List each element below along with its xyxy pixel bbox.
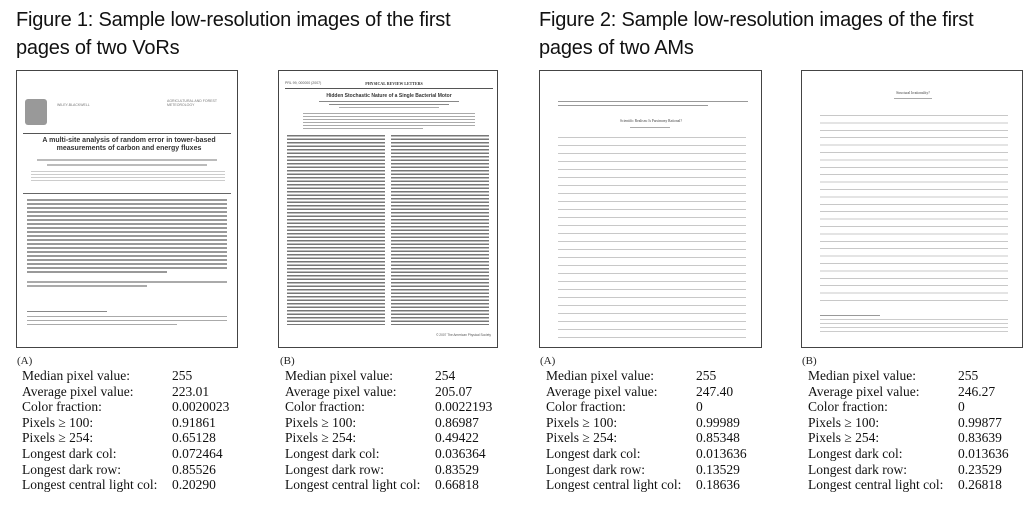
- metric-label: Longest dark row:: [285, 461, 384, 477]
- metric-value: 223.01: [172, 383, 210, 399]
- metric-row: [285, 446, 492, 462]
- metric-row: [808, 415, 1009, 431]
- metric-label: Pixels ≥ 100:: [808, 414, 880, 430]
- metric-label: Average pixel value:: [808, 383, 920, 399]
- metric-row: [546, 462, 747, 478]
- metric-row: [285, 430, 492, 446]
- metric-value: 0.65128: [172, 430, 216, 446]
- metric-value: 0.23529: [958, 461, 1002, 477]
- metric-row: [546, 415, 747, 431]
- metric-label: Median pixel value:: [546, 368, 654, 383]
- journal-header-left: PRL 99, 000000 (2007): [285, 81, 322, 85]
- metric-row: [808, 430, 1009, 446]
- metric-label: Median pixel value:: [808, 368, 916, 383]
- metric-row: [22, 462, 229, 478]
- metric-label: Average pixel value:: [22, 383, 134, 399]
- figure-1-panel-a-label: (A): [17, 355, 33, 367]
- metric-row: [808, 384, 1009, 400]
- figure-2-panel-a-page-image: [539, 70, 762, 348]
- figure-1-panel-b-metrics: [285, 368, 492, 493]
- metric-row: [285, 477, 492, 493]
- metric-label: Color fraction:: [22, 399, 102, 415]
- metric-value: 0.85348: [696, 430, 740, 446]
- metric-label: Longest dark col:: [546, 445, 641, 461]
- metric-value: 255: [172, 368, 193, 383]
- metric-label: Longest central light col:: [546, 477, 682, 493]
- metric-label: Longest dark row:: [808, 461, 907, 477]
- metric-row: [808, 446, 1009, 462]
- metric-label: Longest central light col:: [285, 477, 421, 493]
- metric-value: 0.99877: [958, 414, 1002, 430]
- metric-value: 0.91861: [172, 414, 216, 430]
- figure-1-panel-b-label: (B): [280, 355, 295, 367]
- metric-row: [808, 399, 1009, 415]
- metric-row: [546, 477, 747, 493]
- metric-value: 0: [958, 399, 965, 415]
- metric-row: [808, 368, 1009, 384]
- metric-label: Color fraction:: [285, 399, 365, 415]
- metric-row: [285, 462, 492, 478]
- metric-row: [546, 384, 747, 400]
- metric-label: Longest dark col:: [22, 445, 117, 461]
- metric-row: [22, 415, 229, 431]
- metric-value: 0.20290: [172, 477, 216, 493]
- metric-value: 255: [696, 368, 717, 383]
- metric-label: Pixels ≥ 100:: [285, 414, 357, 430]
- metric-value: 246.27: [958, 383, 996, 399]
- metric-value: 0.013636: [696, 445, 747, 461]
- figure-2-panel-a-metrics: [546, 368, 747, 493]
- metric-value: 205.07: [435, 383, 473, 399]
- metric-row: [546, 368, 747, 384]
- metric-value: 0.66818: [435, 477, 479, 493]
- metric-label: Longest central light col:: [808, 477, 944, 493]
- metric-value: 0.83529: [435, 461, 479, 477]
- figure-2-title: Figure 2: Sample low-resolution images of the first pages of two AMs: [539, 9, 974, 59]
- journal-header-left: WILEY-BLACKWELL: [57, 103, 90, 107]
- metric-label: Color fraction:: [808, 399, 888, 415]
- metric-label: Pixels ≥ 254:: [285, 430, 357, 446]
- metric-value: 0.0022193: [435, 399, 493, 415]
- page-paper-title: Hidden Stochastic Nature of a Single Bacterial Motor: [326, 93, 452, 99]
- page-paper-title: Structural Irrationality?: [896, 91, 930, 95]
- figure-2-panel-b-page-image: [801, 70, 1023, 348]
- metric-label: Longest central light col:: [22, 477, 158, 493]
- page-paper-title: Scientific Realism: Is Parsimony Rational?: [620, 119, 682, 123]
- journal-header-right: AGRICULTURAL AND FOREST METEOROLOGY: [167, 99, 217, 107]
- metric-label: Median pixel value:: [285, 368, 393, 383]
- journal-header-center: PHYSICAL REVIEW LETTERS: [365, 81, 423, 86]
- metric-label: Longest dark col:: [808, 445, 903, 461]
- metric-value: 0.86987: [435, 414, 479, 430]
- metric-row: [808, 462, 1009, 478]
- metric-value: 254: [435, 368, 456, 383]
- metric-value: 0.0020023: [172, 399, 230, 415]
- metric-label: Median pixel value:: [22, 368, 130, 383]
- figure-2-panel-a-label: (A): [540, 355, 556, 367]
- metric-label: Pixels ≥ 100:: [546, 414, 618, 430]
- metric-label: Pixels ≥ 100:: [22, 414, 94, 430]
- metric-row: [22, 446, 229, 462]
- metric-value: 0.18636: [696, 477, 740, 493]
- metric-value: 0.83639: [958, 430, 1002, 446]
- metric-value: 0.26818: [958, 477, 1002, 493]
- metric-value: 255: [958, 368, 979, 383]
- metric-row: [808, 477, 1009, 493]
- metric-label: Average pixel value:: [285, 383, 397, 399]
- metric-value: 0.13529: [696, 461, 740, 477]
- metric-row: [285, 368, 492, 384]
- metric-value: 247.40: [696, 383, 734, 399]
- metric-value: 0.99989: [696, 414, 740, 430]
- publisher-logo-icon: [25, 99, 47, 125]
- metric-label: Longest dark col:: [285, 445, 380, 461]
- metric-label: Pixels ≥ 254:: [546, 430, 618, 446]
- metric-label: Color fraction:: [546, 399, 626, 415]
- metric-row: [22, 368, 229, 384]
- metric-row: [22, 477, 229, 493]
- metric-value: 0.49422: [435, 430, 479, 446]
- metric-row: [546, 399, 747, 415]
- metric-row: [22, 399, 229, 415]
- page-paper-title: A multi-site analysis of random error in tower-based measurements of carbon and energy fluxes: [42, 137, 216, 152]
- metric-value: 0.013636: [958, 445, 1009, 461]
- copyright-footer: © 2007 The American Physical Society: [436, 333, 491, 337]
- metric-label: Pixels ≥ 254:: [808, 430, 880, 446]
- figure-1-panel-a-metrics: [22, 368, 229, 493]
- figure-2-panel-b-metrics: [808, 368, 1009, 493]
- metric-row: [285, 384, 492, 400]
- metric-label: Average pixel value:: [546, 383, 658, 399]
- metric-label: Pixels ≥ 254:: [22, 430, 94, 446]
- metric-value: 0.85526: [172, 461, 216, 477]
- metric-label: Longest dark row:: [22, 461, 121, 477]
- figure-1-title: Figure 1: Sample low-resolution images of the first pages of two VoRs: [16, 9, 451, 59]
- metric-value: 0.072464: [172, 445, 223, 461]
- metric-row: [285, 415, 492, 431]
- figure-2-panel-b-label: (B): [802, 355, 817, 367]
- metric-label: Longest dark row:: [546, 461, 645, 477]
- metric-row: [22, 384, 229, 400]
- metric-row: [546, 446, 747, 462]
- metric-value: 0: [696, 399, 703, 415]
- metric-value: 0.036364: [435, 445, 486, 461]
- figure-1-panel-a-page-image: [16, 70, 238, 348]
- metric-row: [546, 430, 747, 446]
- metric-row: [22, 430, 229, 446]
- metric-row: [285, 399, 492, 415]
- figure-1-panel-b-page-image: [278, 70, 498, 348]
